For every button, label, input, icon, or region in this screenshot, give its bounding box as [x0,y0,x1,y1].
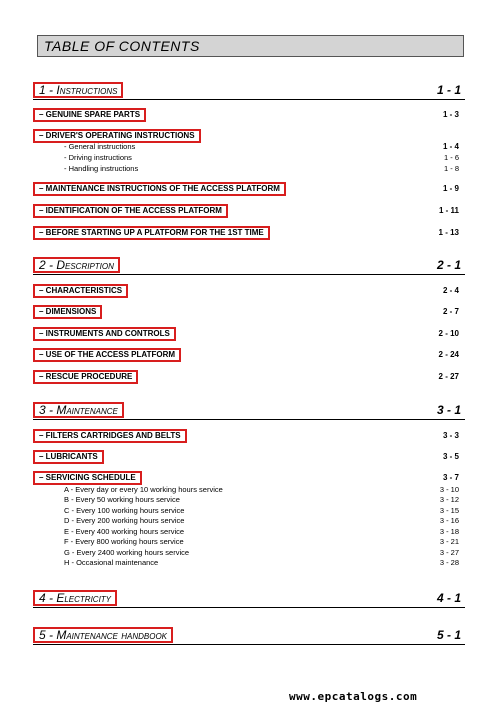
toc-title: TABLE OF CONTENTS [37,35,464,57]
sub-label[interactable]: D - Every 200 working hours service [64,516,185,525]
sub-service-c[interactable] [64,506,459,516]
entry-page: 1 - 4 [442,142,459,151]
sub-label[interactable]: E - Every 400 working hours service [64,527,185,536]
chapter-5[interactable] [33,627,465,645]
chapter-1-page: 1 - 1 [436,83,461,97]
entry-label[interactable]: – MAINTENANCE INSTRUCTIONS OF THE ACCESS PLATFORM [33,182,286,196]
chapter-3-label[interactable]: 3 - Maintenance [33,402,124,418]
entry-label[interactable]: – RESCUE PROCEDURE [33,370,138,384]
entry-genuine-spare-parts[interactable] [33,108,463,122]
chapter-rule [33,607,465,608]
entry-use-of-platform[interactable] [33,348,463,362]
chapter-rule [33,274,465,275]
sub-page: 3 - 21 [439,537,459,546]
entry-instruments-controls[interactable] [33,327,463,341]
entry-page: 3 - 7 [442,473,459,482]
sub-service-a[interactable] [64,485,459,495]
footer-watermark: www.epcatalogs.com [289,690,418,703]
sub-label[interactable]: F - Every 800 working hours service [64,537,184,546]
sub-label[interactable]: H - Occasional maintenance [64,558,159,567]
entry-page: 2 - 4 [442,286,459,295]
sub-service-g[interactable] [64,548,459,558]
entry-label[interactable]: – CHARACTERISTICS [33,284,128,298]
entry-filters-cartridges-belts[interactable] [33,429,463,443]
entry-identification[interactable] [33,204,463,218]
sub-label[interactable]: C - Every 100 working hours service [64,506,185,515]
chapter-2-label[interactable]: 2 - Description [33,257,120,273]
sub-handling-instructions[interactable] [64,164,459,174]
entry-label[interactable]: – BEFORE STARTING UP A PLATFORM FOR THE 1ST TIME [33,226,270,240]
sub-driving-instructions[interactable] [64,153,459,163]
entry-rescue-procedure[interactable] [33,370,463,384]
entry-characteristics[interactable] [33,284,463,298]
chapter-rule [33,99,465,100]
chapter-5-label[interactable]: 5 - Maintenance handbook [33,627,173,643]
entry-label[interactable]: – GENUINE SPARE PARTS [33,108,146,122]
entry-page: 1 - 13 [438,228,459,237]
entry-page: 1 - 3 [442,110,459,119]
sub-page: 3 - 10 [439,485,459,494]
sub-service-d[interactable] [64,516,459,526]
entry-page: 1 - 9 [442,184,459,193]
entry-page: 1 - 11 [438,206,459,215]
sub-label[interactable]: B - Every 50 working hours service [64,495,180,504]
entry-page: 2 - 24 [438,350,459,359]
entry-label[interactable]: – DRIVER'S OPERATING INSTRUCTIONS [33,129,201,143]
chapter-4[interactable] [33,590,465,608]
entry-label[interactable]: – DIMENSIONS [33,305,102,319]
entry-page: 2 - 27 [438,372,459,381]
sub-page: 3 - 12 [439,495,459,504]
chapter-2-page: 2 - 1 [436,258,461,272]
chapter-4-label[interactable]: 4 - Electricity [33,590,117,606]
chapter-3-page: 3 - 1 [436,403,461,417]
sub-service-f[interactable] [64,537,459,547]
entry-label[interactable]: – INSTRUMENTS AND CONTROLS [33,327,176,341]
entry-page: 3 - 5 [442,452,459,461]
entry-label[interactable]: – IDENTIFICATION OF THE ACCESS PLATFORM [33,204,228,218]
chapter-1[interactable] [33,82,465,100]
chapter-rule [33,644,465,645]
entry-before-starting-up[interactable] [33,226,463,240]
chapter-1-label[interactable]: 1 - Instructions [33,82,123,98]
chapter-3[interactable] [33,402,465,420]
entry-maintenance-instructions[interactable] [33,182,463,196]
sub-page: 3 - 16 [439,516,459,525]
sub-service-e[interactable] [64,527,459,537]
sub-page: 1 - 8 [443,164,459,173]
entry-label[interactable]: – FILTERS CARTRIDGES AND BELTS [33,429,187,443]
chapter-5-page: 5 - 1 [436,628,461,642]
sub-label[interactable]: A - Every day or every 10 working hours service [64,485,223,494]
entry-lubricants[interactable] [33,450,463,464]
sub-page: 1 - 6 [443,153,459,162]
sub-label[interactable]: - Handling instructions [64,164,139,173]
entry-page: 2 - 10 [438,329,459,338]
chapter-2[interactable] [33,257,465,275]
sub-page: 3 - 28 [439,558,459,567]
chapter-4-page: 4 - 1 [436,591,461,605]
sub-label[interactable]: G - Every 2400 working hours service [64,548,190,557]
entry-page: 2 - 7 [442,307,459,316]
sub-label[interactable]: - General instructions [64,142,136,151]
sub-service-h[interactable] [64,558,459,568]
sub-label[interactable]: - Driving instructions [64,153,132,162]
entry-label[interactable]: – LUBRICANTS [33,450,104,464]
sub-page: 3 - 27 [439,548,459,557]
chapter-rule [33,419,465,420]
entry-page: 3 - 3 [442,431,459,440]
sub-page: 3 - 15 [439,506,459,515]
entry-label[interactable]: – USE OF THE ACCESS PLATFORM [33,348,181,362]
sub-page: 3 - 18 [439,527,459,536]
entry-label[interactable]: – SERVICING SCHEDULE [33,471,142,485]
sub-general-instructions[interactable] [64,142,459,152]
sub-service-b[interactable] [64,495,459,505]
entry-dimensions[interactable] [33,305,463,319]
entry-servicing-schedule[interactable] [33,471,463,485]
